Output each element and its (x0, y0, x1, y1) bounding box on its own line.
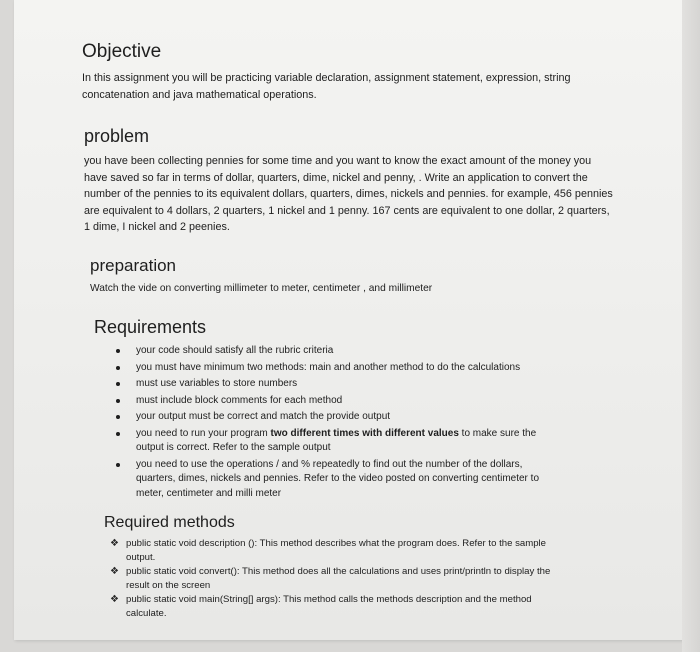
document-page (14, 0, 692, 640)
diamond-bullet-icon: ❖ (110, 594, 119, 605)
diamond-bullet-icon: ❖ (110, 566, 119, 577)
list-item: you need to run your program two different times with different values to make sure the output is correct. Refer to the sample output (116, 427, 556, 456)
list-item: ❖ public static void description (): This method describes what the program does. Refer to the sample output. (110, 538, 547, 563)
preparation-section (90, 256, 610, 298)
emphasis-text: two different times with different values (270, 427, 459, 439)
problem-heading: problem (84, 126, 150, 146)
preparation-heading: preparation (90, 256, 177, 275)
list-item: ❖ public static void convert(): This method does all the calculations and uses print/println to display the result on the screen (110, 566, 551, 591)
problem-text: you have been collecting pennies for some time and you want to know the exact amount of the money you have saved so far in terms of dollar, quarters, dime, nickel and penny, . Write an application to convert the number of the pennies to its equivalent dollars, quarters, dimes, nickels and pennies. for example, 456 pennies are equivalent to 4 dollars, 2 quarters, 1 nickel and 1 penny. 167 cents are equivalent to one dollar, 2 quarters, 1 dime, I nickel and 2 peenies. (84, 155, 613, 233)
list-item: your code should satisfy all the rubric criteria (116, 344, 556, 359)
diamond-bullet-icon: ❖ (110, 538, 119, 549)
bullet-icon (116, 382, 120, 386)
list-item: your output must be correct and match the provide output (116, 410, 556, 425)
list-item: you must have minimum two methods: main and another method to do the calculations (116, 361, 556, 376)
objective-heading: Objective (82, 41, 162, 62)
methods-section (104, 514, 584, 621)
bullet-icon (116, 432, 120, 436)
requirements-list (116, 344, 556, 501)
list-item: ❖ public static void main(String[] args): This method calls the methods description and the method calculate. (110, 594, 532, 619)
bullet-icon (116, 349, 120, 353)
list-item: you need to use the operations / and % repeatedly to find out the number of the dollars, quarters, dimes, nickels and pennies. Refer to the video posted on converting centimeter to meter, centimeter and milli meter (116, 458, 556, 502)
objective-text: In this assignment you will be practicing variable declaration, assignment statement, expression, string concatenation and java mathematical operations. (82, 72, 571, 101)
preparation-text: Watch the vide on converting millimeter to meter, centimeter , and millimeter (90, 283, 433, 294)
list-item: must use variables to store numbers (116, 377, 556, 392)
methods-list (110, 537, 568, 620)
requirements-section (94, 317, 584, 503)
bullet-icon (116, 463, 120, 467)
bullet-icon (116, 399, 120, 403)
page-edge (682, 0, 700, 652)
objective-section (82, 41, 622, 103)
bullet-icon (116, 415, 120, 419)
bullet-icon (116, 366, 120, 370)
methods-heading: Required methods (104, 514, 235, 531)
requirements-heading: Requirements (94, 317, 207, 337)
list-item: must include block comments for each method (116, 394, 556, 409)
problem-section (84, 126, 614, 236)
